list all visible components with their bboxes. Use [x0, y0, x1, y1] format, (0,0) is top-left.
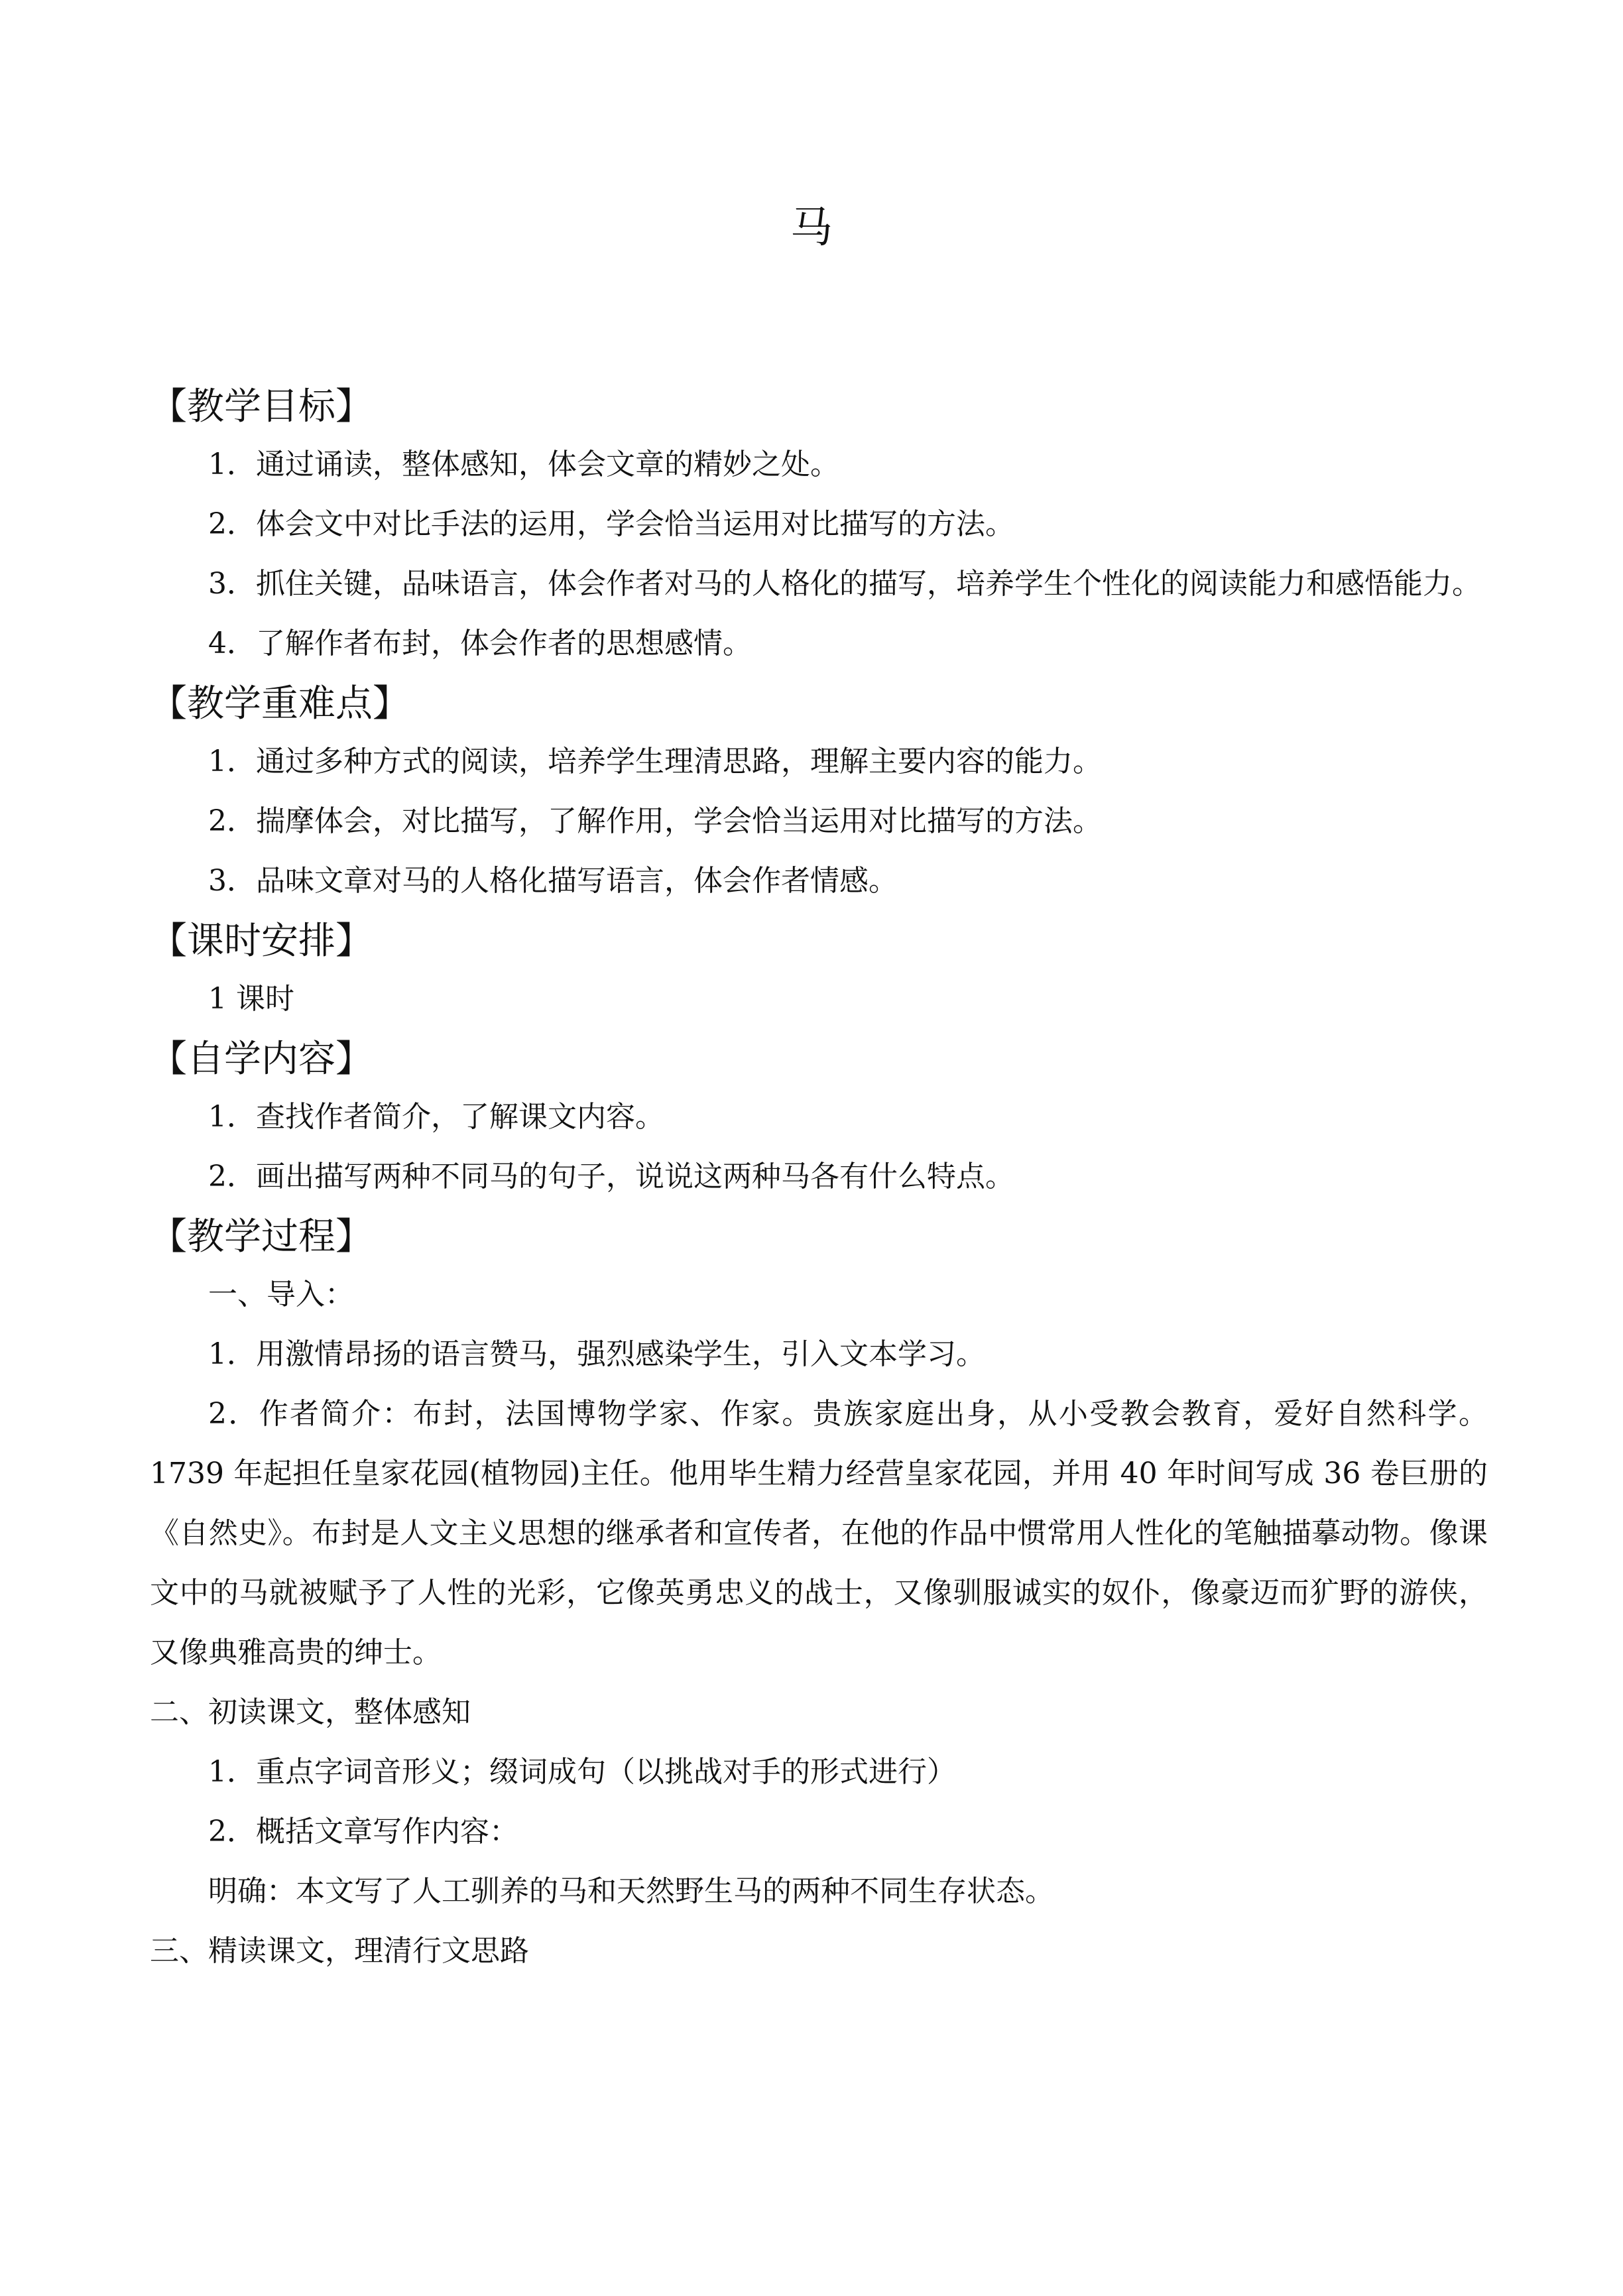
goal-item: 4．了解作者布封，体会作者的思想感情。 [208, 627, 752, 660]
heading-teaching-goals: 【教学目标】 [150, 385, 373, 428]
key-point-item: 2．揣摩体会，对比描写，了解作用，学会恰当运用对比描写的方法。 [208, 804, 1102, 838]
key-point-item: 1．通过多种方式的阅读，培养学生理清思路，理解主要内容的能力。 [208, 745, 1102, 778]
process-intro-item: 2．作者简介：布封，法国博物学家、作家。贵族家庭出身，从小受教会教育，爱好自然科学。1739 年起担任皇家花园(植物园)主任。他用毕生精力经营皇家花园，并用 40 年时间写成 36 卷巨册的《自然史》。布封是人文主义思想的继承者和宣传者，在他的作品中惯常用人性化的笔触描摹动物。像课文中的马就被赋予了人性的光彩，它像英勇忠义的战士，又像驯服诚实的奴仆，像豪迈而犷野的游侠，又像典雅高贵的绅士。 [150, 1397, 1488, 1669]
self-study-item: 2．画出描写两种不同马的句子，说说这两种马各有什么特点。 [208, 1160, 1014, 1193]
heading-teaching-process: 【教学过程】 [150, 1215, 373, 1258]
process-part2-title: 二、初读课文，整体感知 [150, 1695, 471, 1729]
goal-item: 1．通过诵读，整体感知，体会文章的精妙之处。 [208, 448, 839, 481]
process-part3-title: 三、精读课文，理清行文思路 [150, 1934, 529, 1968]
heading-self-study: 【自学内容】 [150, 1038, 373, 1081]
key-point-item: 3．品味文章对马的人格化描写语言，体会作者情感。 [208, 864, 898, 898]
goal-item: 3．抓住关键，品味语言，体会作者对马的人格化的描写，培养学生个性化的阅读能力和感悟能力。 [208, 567, 1481, 601]
process-intro-title: 一、导入： [208, 1278, 354, 1311]
process-part2-item: 明确：本文写了人工驯养的马和天然野生马的两种不同生存状态。 [208, 1874, 1054, 1908]
heading-schedule: 【课时安排】 [150, 920, 373, 963]
document-body [150, 379, 1488, 1981]
heading-key-points: 【教学重难点】 [150, 682, 410, 725]
schedule-item: 1 课时 [208, 982, 294, 1016]
document-title: 马 [790, 204, 833, 253]
process-intro-item: 1．用激情昂扬的语言赞马，强烈感染学生，引入文本学习。 [208, 1337, 985, 1371]
process-part2-item: 1．重点字词音形义；缀词成句（以挑战对手的形式进行） [208, 1755, 956, 1789]
goal-item: 2．体会文中对比手法的运用，学会恰当运用对比描写的方法。 [208, 507, 1014, 541]
process-part2-item: 2．概括文章写作内容： [208, 1815, 518, 1848]
self-study-item: 1．查找作者简介，了解课文内容。 [208, 1100, 664, 1134]
